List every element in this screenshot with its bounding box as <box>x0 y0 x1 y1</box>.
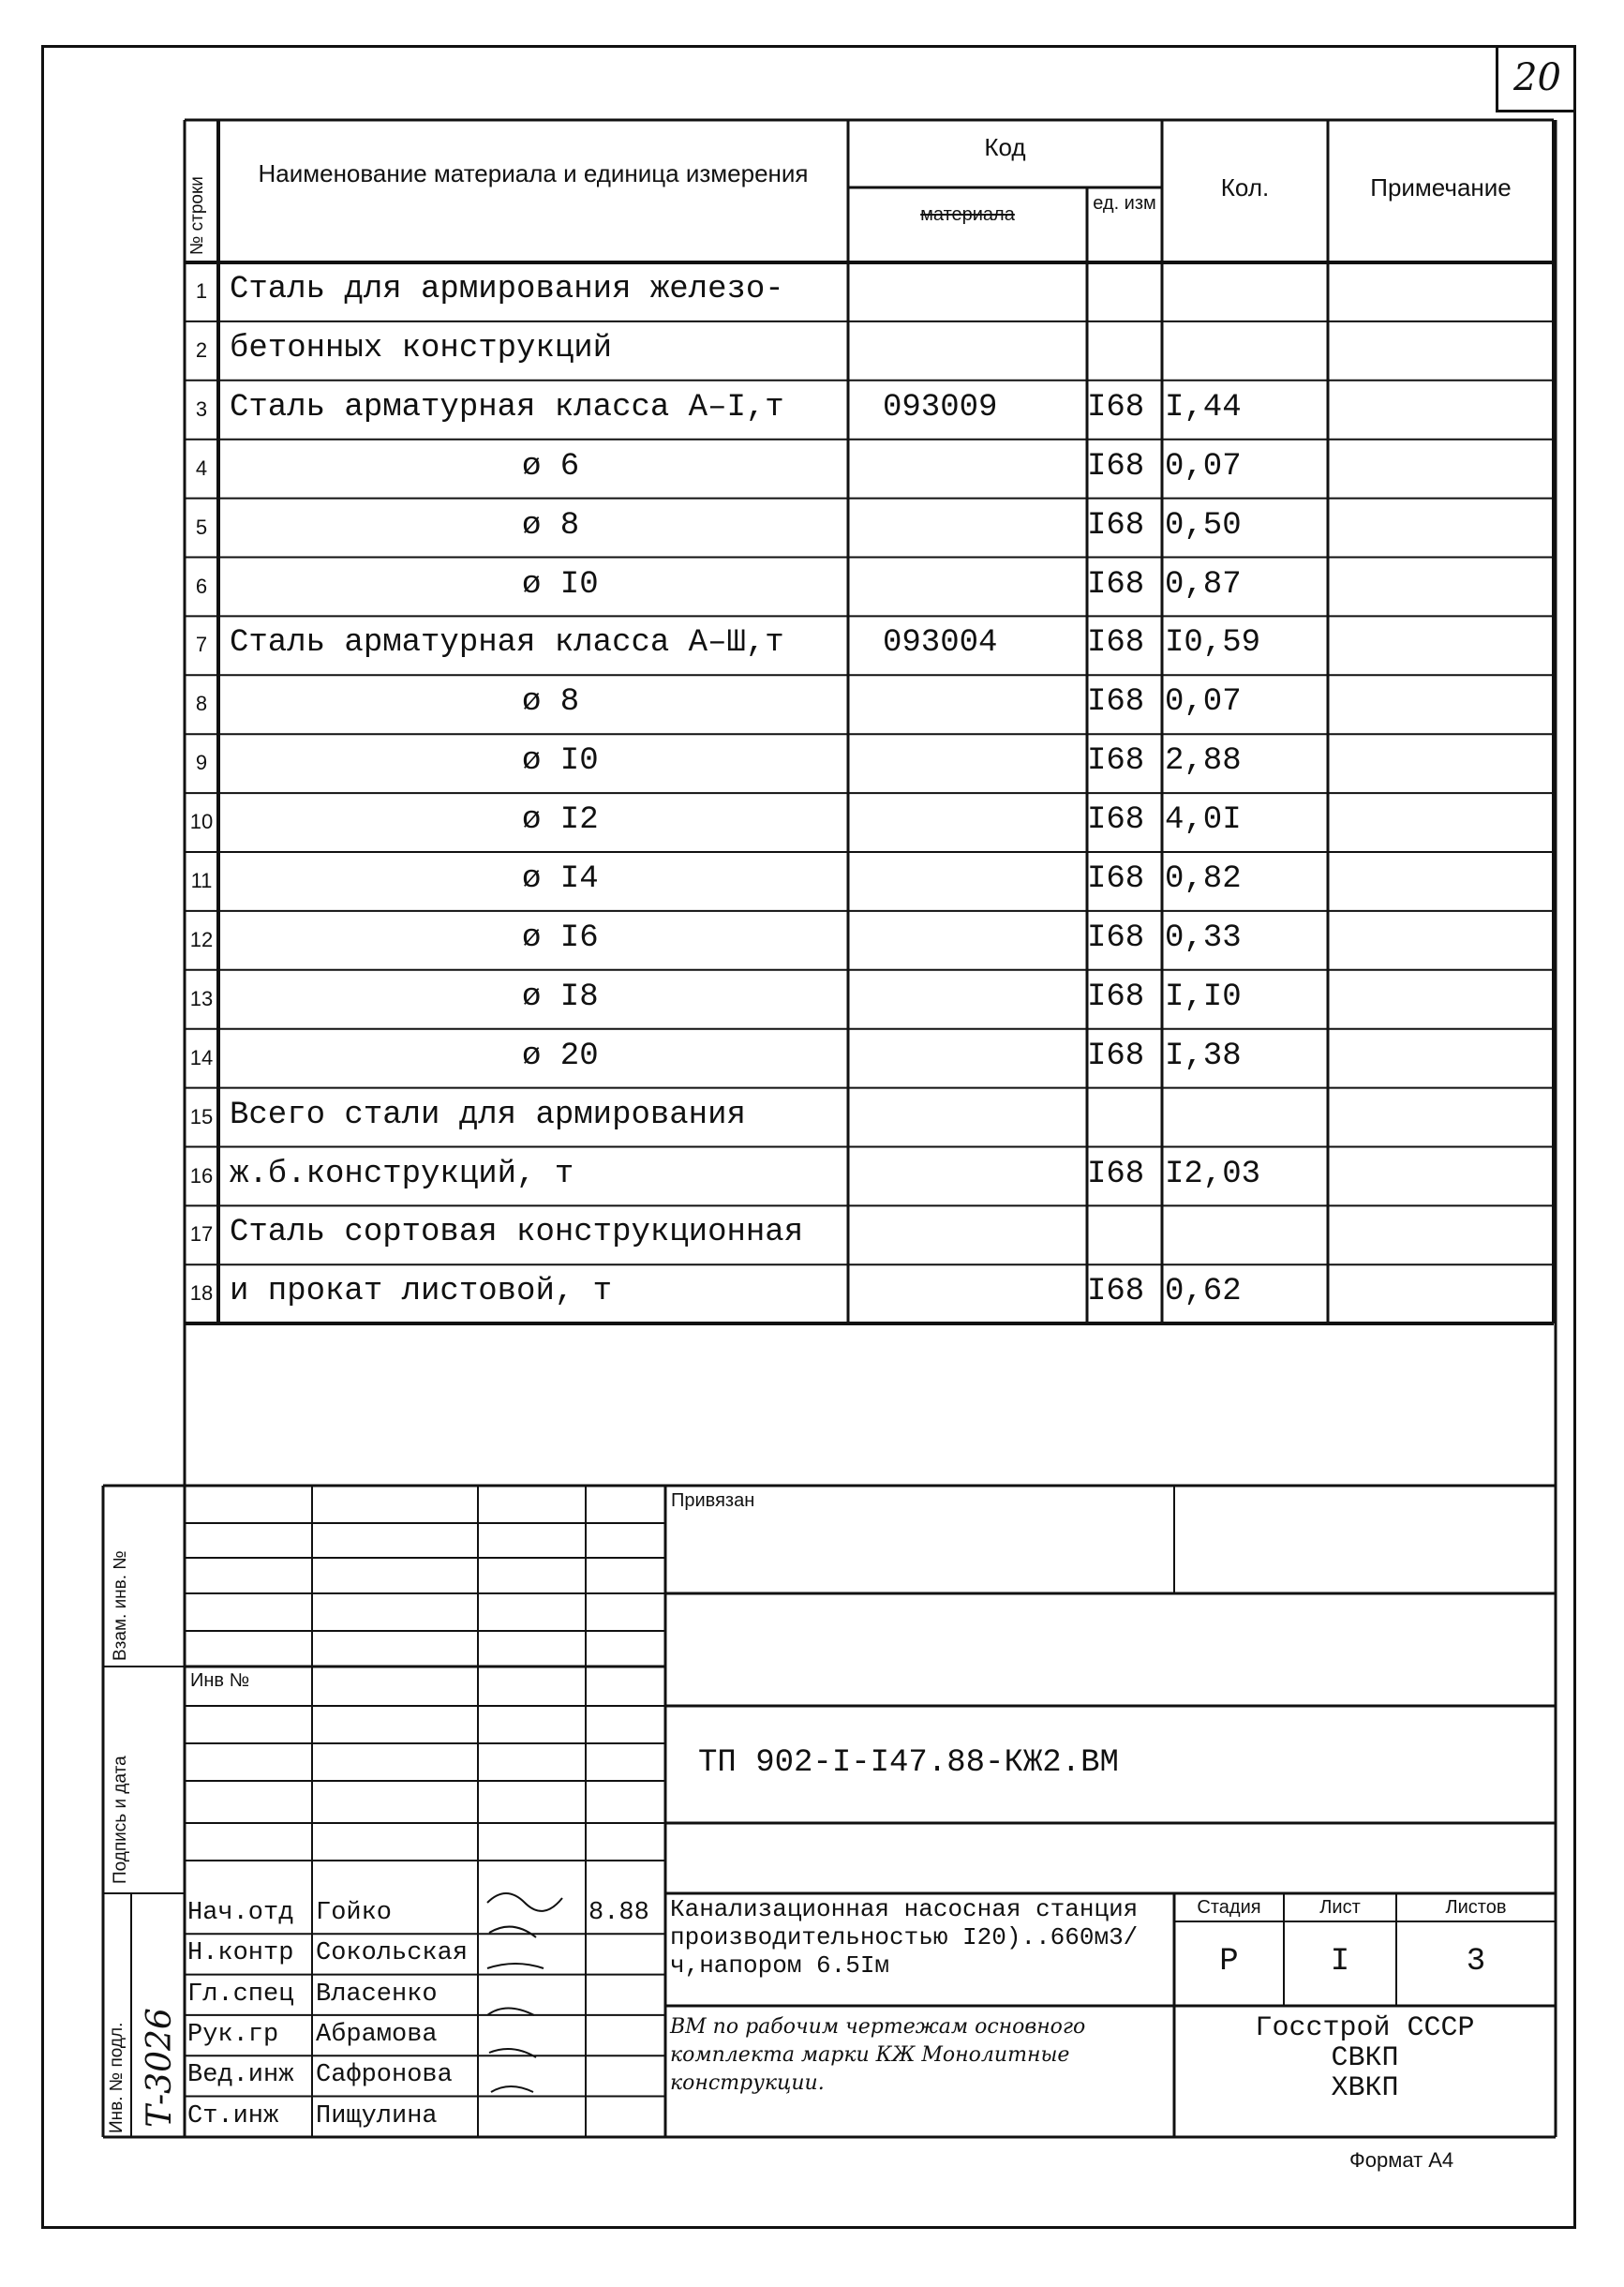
row-unit: I68 <box>1087 1156 1145 1192</box>
row-unit: I68 <box>1087 979 1145 1015</box>
signatory-name: Сафронова <box>316 2061 453 2090</box>
row-name: ø I0 <box>522 743 599 780</box>
org-line-1: Госстрой СССР <box>1255 2012 1475 2044</box>
org-line-2: СВКП <box>1331 2042 1399 2074</box>
row-qty: 0,82 <box>1165 861 1242 897</box>
row-unit: I68 <box>1087 448 1145 485</box>
row-number: 7 <box>195 633 208 657</box>
signatory-name: Гойко <box>316 1899 393 1927</box>
row-name: ø I4 <box>522 861 599 897</box>
sheet-value: I <box>1330 1944 1350 1980</box>
signatory-role: Нач.отд <box>187 1899 294 1927</box>
header-code: Код <box>984 133 1026 161</box>
signatory-role: Ст.инж <box>187 2101 279 2130</box>
stage-label: Стадия <box>1197 1897 1261 1918</box>
row-unit: I68 <box>1087 1038 1145 1074</box>
row-number: 12 <box>189 927 214 951</box>
signatory-date: 8.88 <box>589 1899 649 1927</box>
inv-no-label: Инв № <box>190 1670 250 1691</box>
format-label: Формат А4 <box>1349 2148 1454 2172</box>
row-unit: I68 <box>1087 802 1145 839</box>
inventory-number-handwritten: Т-3026 <box>141 2008 179 2128</box>
row-qty: I,44 <box>1165 389 1242 426</box>
signatory-name: Власенко <box>316 1980 438 2009</box>
sheets-value: 3 <box>1466 1944 1486 1980</box>
row-name: Сталь арматурная класса А–I,т <box>230 389 784 426</box>
row-number: 5 <box>195 515 208 539</box>
header-name: Наименование материала и единица измерения <box>258 159 809 187</box>
row-name: ø I6 <box>522 919 599 956</box>
organization <box>1174 2013 1556 2103</box>
row-qty: 0,87 <box>1165 566 1242 603</box>
signatory-role: Рук.гр <box>187 2020 279 2049</box>
row-name: ø I0 <box>522 566 599 603</box>
row-qty: 0,07 <box>1165 448 1242 485</box>
row-number: 15 <box>189 1104 214 1129</box>
sheet-number: 20 <box>1496 45 1576 112</box>
sheet-title: ВМ по рабочим чертежам основного комплекта марки КЖ Монолитные конструкции. <box>670 2015 1086 2095</box>
row-qty: 2,88 <box>1165 743 1242 780</box>
row-unit: I68 <box>1087 625 1145 662</box>
row-name: ø I8 <box>522 979 599 1015</box>
row-name: и прокат листовой, т <box>230 1274 613 1310</box>
row-name: Всего стали для армирования <box>230 1097 746 1133</box>
row-code: 093004 <box>883 625 998 662</box>
object-title: Канализационная насосная станция производительностью I20)..660м3/ч,напором 6.5Iм <box>670 1895 1139 1980</box>
header-code-material: материала <box>920 204 1015 225</box>
row-qty: I,I0 <box>1165 979 1242 1015</box>
row-name: ø I2 <box>522 802 599 839</box>
row-number: 16 <box>189 1163 214 1188</box>
sheet-label: Лист <box>1319 1897 1361 1918</box>
signatory-name: Сокольская <box>316 1939 469 1968</box>
row-number: 9 <box>195 751 208 775</box>
row-number: 18 <box>189 1281 214 1306</box>
header-row-number: № строки <box>187 176 207 255</box>
row-qty: I2,03 <box>1165 1156 1261 1192</box>
row-qty: 0,07 <box>1165 684 1242 721</box>
row-number: 10 <box>189 810 214 834</box>
header-note: Примечание <box>1370 173 1512 202</box>
signatory-name: Абрамова <box>316 2020 438 2049</box>
row-name: бетонных конструкций <box>230 330 613 366</box>
row-qty: 4,0I <box>1165 802 1242 839</box>
row-qty: 0,50 <box>1165 507 1242 544</box>
row-number: 2 <box>195 337 208 362</box>
row-unit: I68 <box>1087 861 1145 897</box>
row-qty: I0,59 <box>1165 625 1261 662</box>
row-name: ø 8 <box>522 507 580 544</box>
row-name: Сталь для армирования железо- <box>230 272 784 307</box>
row-unit: I68 <box>1087 1274 1145 1310</box>
signatory-role: Вед.инж <box>187 2061 294 2090</box>
row-number: 17 <box>189 1222 214 1247</box>
row-number: 4 <box>195 456 208 480</box>
row-qty: I,38 <box>1165 1038 1242 1074</box>
row-name: Сталь сортовая конструкционная <box>230 1215 804 1251</box>
stage-value: Р <box>1219 1944 1239 1980</box>
row-number: 6 <box>195 574 208 598</box>
signatory-role: Гл.спец <box>187 1980 294 2009</box>
row-unit: I68 <box>1087 919 1145 956</box>
signatory-name: Пищулина <box>316 2101 438 2130</box>
row-number: 11 <box>190 869 213 892</box>
row-number: 13 <box>189 986 214 1010</box>
row-unit: I68 <box>1087 566 1145 603</box>
doc-code: ТП 902-I-I47.88-КЖ2.ВМ <box>698 1745 1119 1781</box>
row-number: 14 <box>189 1045 214 1069</box>
row-unit: I68 <box>1087 684 1145 721</box>
row-number: 8 <box>195 692 208 716</box>
row-number: 3 <box>195 396 208 421</box>
row-code: 093009 <box>883 389 998 426</box>
header-code-unit: ед. изм <box>1093 193 1156 214</box>
row-name: ø 6 <box>522 448 580 485</box>
privyazan-label: Привязан <box>671 1490 755 1511</box>
label-sign-date: Подпись и дата <box>111 1756 130 1884</box>
row-qty: 0,33 <box>1165 919 1242 956</box>
sheets-label: Листов <box>1445 1897 1507 1918</box>
org-line-3: ХВКП <box>1331 2072 1399 2104</box>
label-replace-inv: Взам. инв. № <box>111 1550 130 1661</box>
row-name: ø 20 <box>522 1038 599 1074</box>
row-qty: 0,62 <box>1165 1274 1242 1310</box>
row-name: ж.б.конструкций, т <box>230 1156 574 1192</box>
row-unit: I68 <box>1087 389 1145 426</box>
header-qty: Кол. <box>1220 173 1270 202</box>
row-unit: I68 <box>1087 507 1145 544</box>
signatory-role: Н.контр <box>187 1939 294 1968</box>
row-name: ø 8 <box>522 684 580 721</box>
row-number: 1 <box>195 279 208 303</box>
row-name: Сталь арматурная класса А–Ш,т <box>230 625 784 662</box>
label-inv-orig: Инв. № подл. <box>107 2022 127 2133</box>
row-unit: I68 <box>1087 743 1145 780</box>
